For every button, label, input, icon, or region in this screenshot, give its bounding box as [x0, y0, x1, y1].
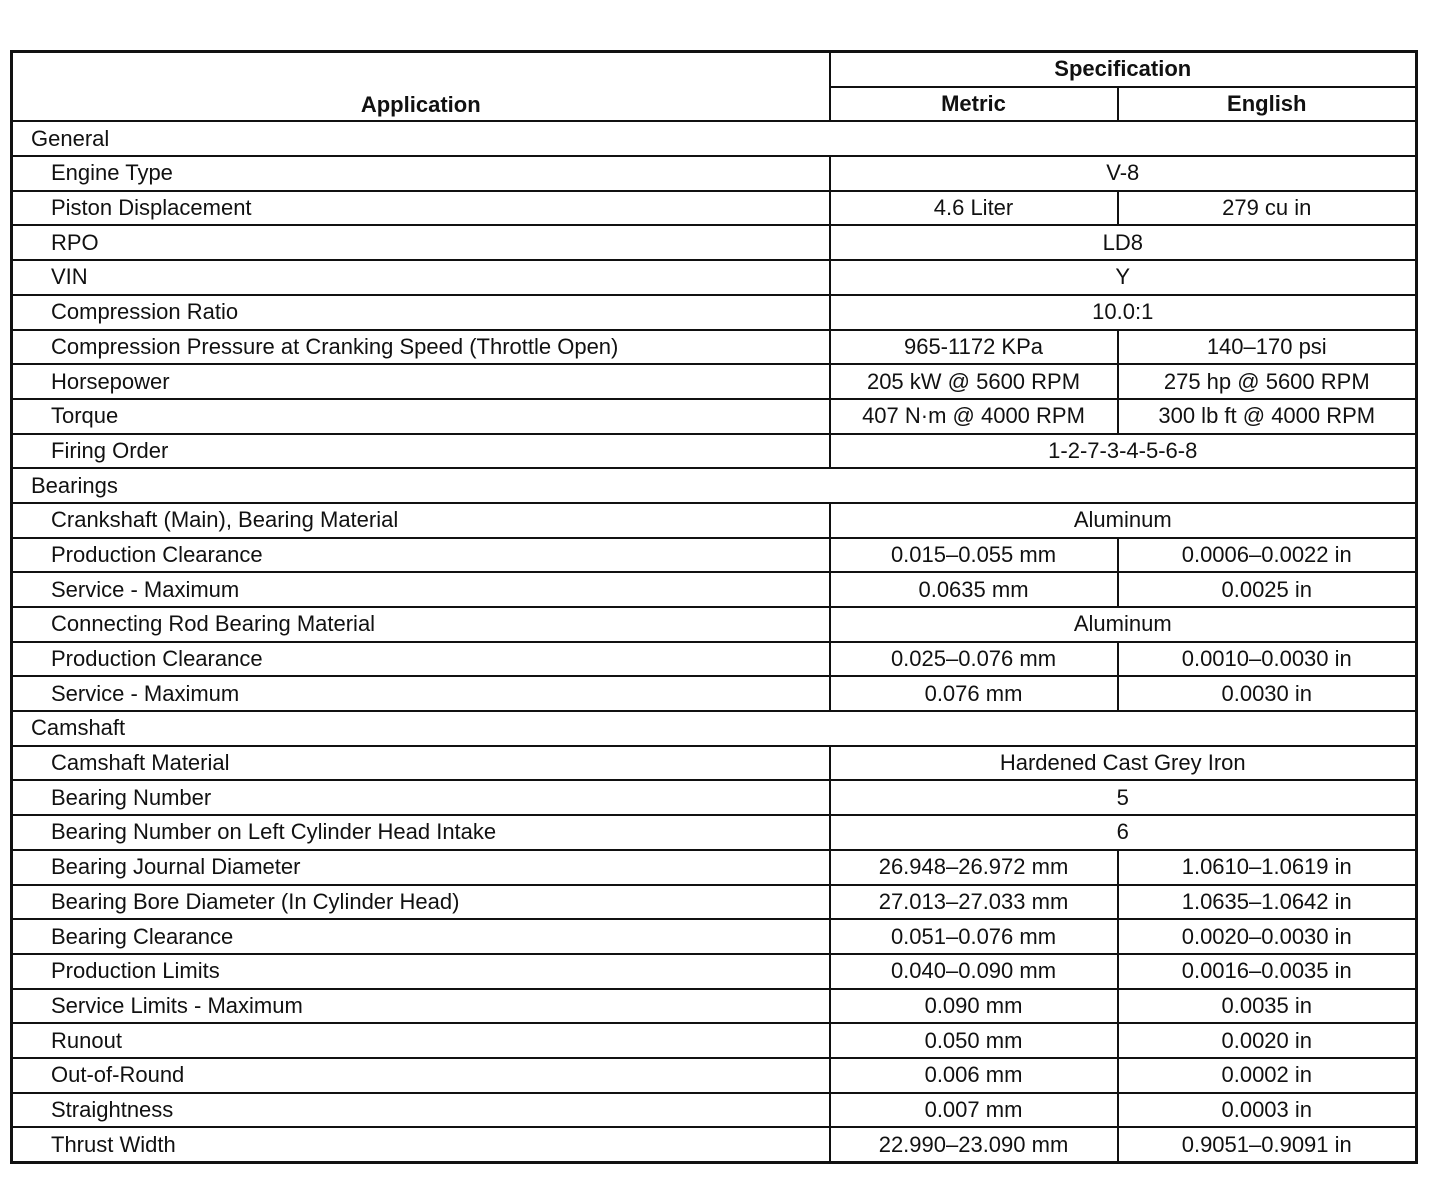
table-body: [12, 121, 1417, 1162]
table-row: [12, 989, 1417, 1024]
table-row: [12, 260, 1417, 295]
table-row: [12, 434, 1417, 469]
english-value-cell: 0.0006–0.0022 in: [1118, 538, 1417, 573]
application-cell: Production Clearance: [12, 642, 830, 677]
specification-value-cell: 1-2-7-3-4-5-6-8: [830, 434, 1417, 469]
metric-value-cell: 27.013–27.033 mm: [830, 885, 1118, 920]
metric-value-cell: 0.007 mm: [830, 1093, 1118, 1128]
metric-value-cell: 0.040–0.090 mm: [830, 954, 1118, 989]
application-cell: Runout: [12, 1023, 830, 1058]
table-row: [12, 572, 1417, 607]
table-row: [12, 919, 1417, 954]
table-row: [12, 191, 1417, 226]
english-value-cell: 279 cu in: [1118, 191, 1417, 226]
metric-value-cell: 407 N·m @ 4000 RPM: [830, 399, 1118, 434]
application-cell: RPO: [12, 225, 830, 260]
metric-value-cell: 0.076 mm: [830, 676, 1118, 711]
specification-value-cell: Hardened Cast Grey Iron: [830, 746, 1417, 781]
application-cell: Compression Ratio: [12, 295, 830, 330]
application-cell: Production Limits: [12, 954, 830, 989]
application-cell: Service - Maximum: [12, 572, 830, 607]
engine-specifications-table: [10, 50, 1418, 1164]
application-cell: Compression Pressure at Cranking Speed (Throttle Open): [12, 330, 830, 365]
application-cell: Bearing Bore Diameter (In Cylinder Head): [12, 885, 830, 920]
metric-value-cell: 4.6 Liter: [830, 191, 1118, 226]
metric-value-cell: 0.051–0.076 mm: [830, 919, 1118, 954]
metric-value-cell: 965-1172 KPa: [830, 330, 1118, 365]
application-cell: Bearing Journal Diameter: [12, 850, 830, 885]
table-row: [12, 330, 1417, 365]
table-row: [12, 607, 1417, 642]
english-value-cell: 1.0610–1.0619 in: [1118, 850, 1417, 885]
table-row: [12, 364, 1417, 399]
metric-value-cell: 22.990–23.090 mm: [830, 1127, 1118, 1162]
english-value-cell: 0.0016–0.0035 in: [1118, 954, 1417, 989]
metric-value-cell: 0.006 mm: [830, 1058, 1118, 1093]
application-cell: Bearing Number: [12, 780, 830, 815]
english-column-header: English: [1118, 87, 1417, 122]
table-header: [12, 52, 1417, 122]
specification-column-header: Specification: [830, 52, 1417, 87]
application-cell: Crankshaft (Main), Bearing Material: [12, 503, 830, 538]
application-cell: Thrust Width: [12, 1127, 830, 1162]
metric-value-cell: 0.025–0.076 mm: [830, 642, 1118, 677]
english-value-cell: 0.0025 in: [1118, 572, 1417, 607]
english-value-cell: 275 hp @ 5600 RPM: [1118, 364, 1417, 399]
application-cell: Connecting Rod Bearing Material: [12, 607, 830, 642]
application-column-header: Application: [12, 52, 830, 122]
table-row: [12, 1023, 1417, 1058]
english-value-cell: 140–170 psi: [1118, 330, 1417, 365]
specification-value-cell: 6: [830, 815, 1417, 850]
table-row: [12, 954, 1417, 989]
english-value-cell: 0.0020 in: [1118, 1023, 1417, 1058]
english-value-cell: 0.0020–0.0030 in: [1118, 919, 1417, 954]
application-cell: Service - Maximum: [12, 676, 830, 711]
specification-value-cell: 5: [830, 780, 1417, 815]
header-row-top: [12, 52, 1417, 87]
english-value-cell: 0.0030 in: [1118, 676, 1417, 711]
specification-value-cell: Y: [830, 260, 1417, 295]
application-cell: Straightness: [12, 1093, 830, 1128]
english-value-cell: 1.0635–1.0642 in: [1118, 885, 1417, 920]
table-row: [12, 780, 1417, 815]
application-cell: Firing Order: [12, 434, 830, 469]
application-cell: Torque: [12, 399, 830, 434]
specification-value-cell: Aluminum: [830, 607, 1417, 642]
table-row: [12, 642, 1417, 677]
application-cell: Out-of-Round: [12, 1058, 830, 1093]
application-cell: Bearing Clearance: [12, 919, 830, 954]
table-row: [12, 399, 1417, 434]
english-value-cell: 300 lb ft @ 4000 RPM: [1118, 399, 1417, 434]
english-value-cell: 0.0035 in: [1118, 989, 1417, 1024]
table-row: [12, 746, 1417, 781]
section-heading: Camshaft: [12, 711, 1417, 746]
table-row: [12, 1093, 1417, 1128]
english-value-cell: 0.0002 in: [1118, 1058, 1417, 1093]
section-heading: General: [12, 121, 1417, 156]
table-row: [12, 295, 1417, 330]
application-cell: Camshaft Material: [12, 746, 830, 781]
table-row: [12, 676, 1417, 711]
application-cell: Engine Type: [12, 156, 830, 191]
application-cell: Piston Displacement: [12, 191, 830, 226]
application-cell: Bearing Number on Left Cylinder Head Intake: [12, 815, 830, 850]
metric-value-cell: 205 kW @ 5600 RPM: [830, 364, 1118, 399]
metric-value-cell: 0.015–0.055 mm: [830, 538, 1118, 573]
table-row: [12, 503, 1417, 538]
application-cell: Horsepower: [12, 364, 830, 399]
metric-value-cell: 0.0635 mm: [830, 572, 1118, 607]
metric-value-cell: 0.050 mm: [830, 1023, 1118, 1058]
section-row-camshaft: [12, 711, 1417, 746]
metric-column-header: Metric: [830, 87, 1118, 122]
section-row-general: [12, 121, 1417, 156]
table-row: [12, 225, 1417, 260]
english-value-cell: 0.0003 in: [1118, 1093, 1417, 1128]
table-row: [12, 850, 1417, 885]
table-row: [12, 1127, 1417, 1162]
section-heading: Bearings: [12, 468, 1417, 503]
specification-value-cell: 10.0:1: [830, 295, 1417, 330]
application-cell: Production Clearance: [12, 538, 830, 573]
specification-value-cell: V-8: [830, 156, 1417, 191]
english-value-cell: 0.9051–0.9091 in: [1118, 1127, 1417, 1162]
table-row: [12, 156, 1417, 191]
table-row: [12, 815, 1417, 850]
table-row: [12, 885, 1417, 920]
section-row-bearings: [12, 468, 1417, 503]
specification-value-cell: Aluminum: [830, 503, 1417, 538]
specification-value-cell: LD8: [830, 225, 1417, 260]
table-row: [12, 1058, 1417, 1093]
metric-value-cell: 0.090 mm: [830, 989, 1118, 1024]
application-cell: Service Limits - Maximum: [12, 989, 830, 1024]
table-row: [12, 538, 1417, 573]
english-value-cell: 0.0010–0.0030 in: [1118, 642, 1417, 677]
application-cell: VIN: [12, 260, 830, 295]
metric-value-cell: 26.948–26.972 mm: [830, 850, 1118, 885]
